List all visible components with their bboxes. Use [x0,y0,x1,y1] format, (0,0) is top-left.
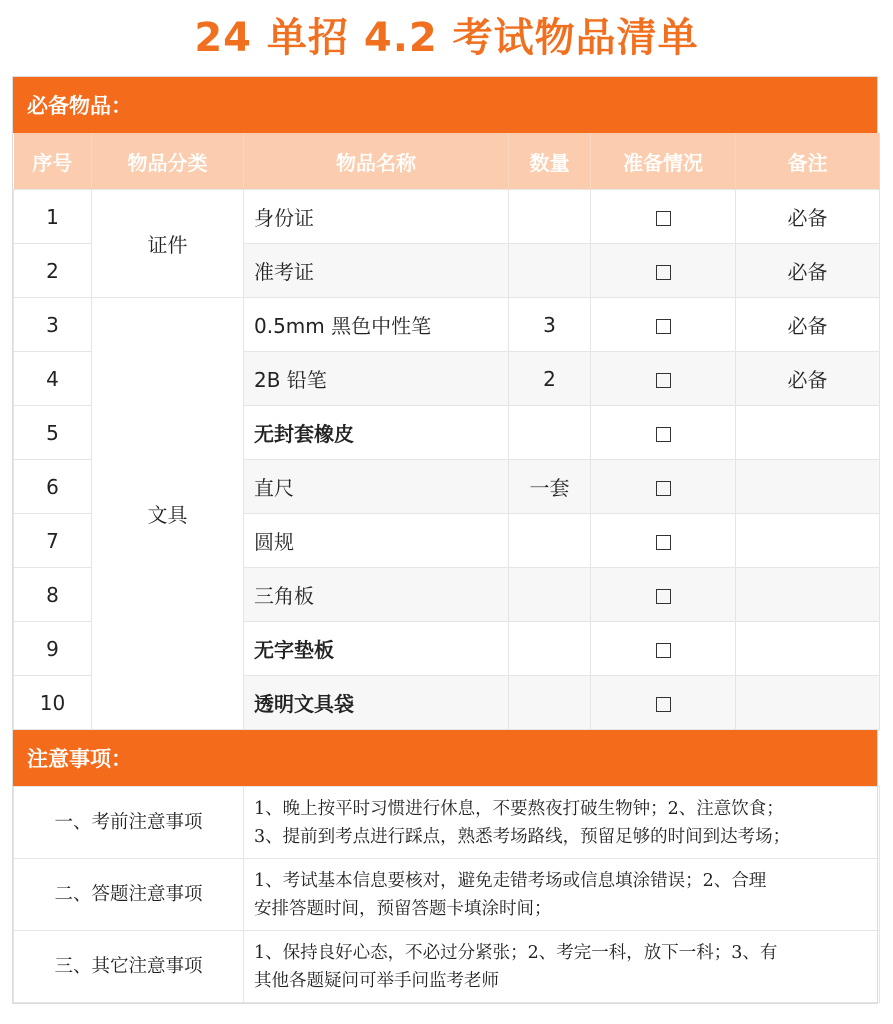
item-note: 必备 [736,352,880,406]
ready-cell [591,190,736,244]
ready-cell [591,298,736,352]
notes-label: 三、其它注意事项 [14,931,244,1003]
item-note: 必备 [736,244,880,298]
col-header-category: 物品分类 [92,133,244,190]
col-header-name: 物品名称 [244,133,509,190]
notes-table [13,786,880,1003]
row-number: 2 [14,244,92,298]
item-qty [509,676,591,730]
item-name: 准考证 [244,244,509,298]
category-cell: 证件 [92,190,244,298]
item-note [736,676,880,730]
checkbox-icon[interactable] [656,427,671,442]
notes-text [244,787,880,859]
item-qty [509,406,591,460]
item-name: 无字垫板 [244,622,509,676]
item-qty: 2 [509,352,591,406]
notes-label: 二、答题注意事项 [14,859,244,931]
item-qty [509,622,591,676]
checkbox-icon[interactable] [656,481,671,496]
ready-cell [591,676,736,730]
item-name: 2B 铅笔 [244,352,509,406]
item-qty [509,190,591,244]
row-number: 4 [14,352,92,406]
item-name: 直尺 [244,460,509,514]
item-name: 0.5mm 黑色中性笔 [244,298,509,352]
checkbox-icon[interactable] [656,211,671,226]
notes-text [244,931,880,1003]
notes-text [244,859,880,931]
notes-line: 其他各题疑问可举手问监考老师 [254,970,499,991]
col-header-qty: 数量 [509,133,591,190]
notes-line: 1、晚上按平时习惯进行休息，不要熬夜打破生物钟；2、注意饮食； [254,798,784,819]
row-number: 3 [14,298,92,352]
checkbox-icon[interactable] [656,643,671,658]
notes-row [14,859,880,931]
ready-cell [591,568,736,622]
checkbox-icon[interactable] [656,697,671,712]
items-table [13,133,880,730]
checkbox-icon[interactable] [656,319,671,334]
table-row [14,190,880,244]
notes-line: 1、考试基本信息要核对，避免走错考场或信息填涂错误；2、合理 [254,870,767,891]
item-note [736,568,880,622]
page-title: 24 单招 4.2 考试物品清单 [194,15,699,61]
notes-line: 安排答题时间，预留答题卡填涂时间； [254,898,552,919]
table-row [14,298,880,352]
row-number: 7 [14,514,92,568]
item-qty [509,568,591,622]
checkbox-icon[interactable] [656,265,671,280]
col-header-no: 序号 [14,133,92,190]
item-name: 无封套橡皮 [244,406,509,460]
section-header-required-items: 必备物品： [13,77,877,133]
checkbox-icon[interactable] [656,589,671,604]
item-note [736,460,880,514]
ready-cell [591,352,736,406]
item-qty: 一套 [509,460,591,514]
ready-cell [591,514,736,568]
col-header-note: 备注 [736,133,880,190]
item-qty [509,514,591,568]
item-note [736,622,880,676]
ready-cell [591,406,736,460]
checkbox-icon[interactable] [656,373,671,388]
ready-cell [591,622,736,676]
ready-cell [591,244,736,298]
row-number: 9 [14,622,92,676]
item-note [736,514,880,568]
item-name: 圆规 [244,514,509,568]
ready-cell [591,460,736,514]
row-number: 1 [14,190,92,244]
checkbox-icon[interactable] [656,535,671,550]
row-number: 8 [14,568,92,622]
item-name: 透明文具袋 [244,676,509,730]
notes-label: 一、考前注意事项 [14,787,244,859]
item-note: 必备 [736,190,880,244]
notes-row [14,931,880,1003]
item-name: 身份证 [244,190,509,244]
item-name: 三角板 [244,568,509,622]
notes-row [14,787,880,859]
section-header-notes: 注意事项： [13,730,877,786]
item-qty [509,244,591,298]
col-header-status: 准备情况 [591,133,736,190]
item-note [736,406,880,460]
checklist-sheet [12,76,878,1004]
item-note: 必备 [736,298,880,352]
row-number: 10 [14,676,92,730]
item-qty: 3 [509,298,591,352]
table-header-row [14,133,880,190]
category-cell: 文具 [92,298,244,730]
row-number: 5 [14,406,92,460]
notes-line: 3、提前到考点进行踩点，熟悉考场路线，预留足够的时间到达考场； [254,826,791,847]
notes-line: 1、保持良好心态，不必过分紧张；2、考完一科，放下一科；3、有 [254,942,778,963]
row-number: 6 [14,460,92,514]
